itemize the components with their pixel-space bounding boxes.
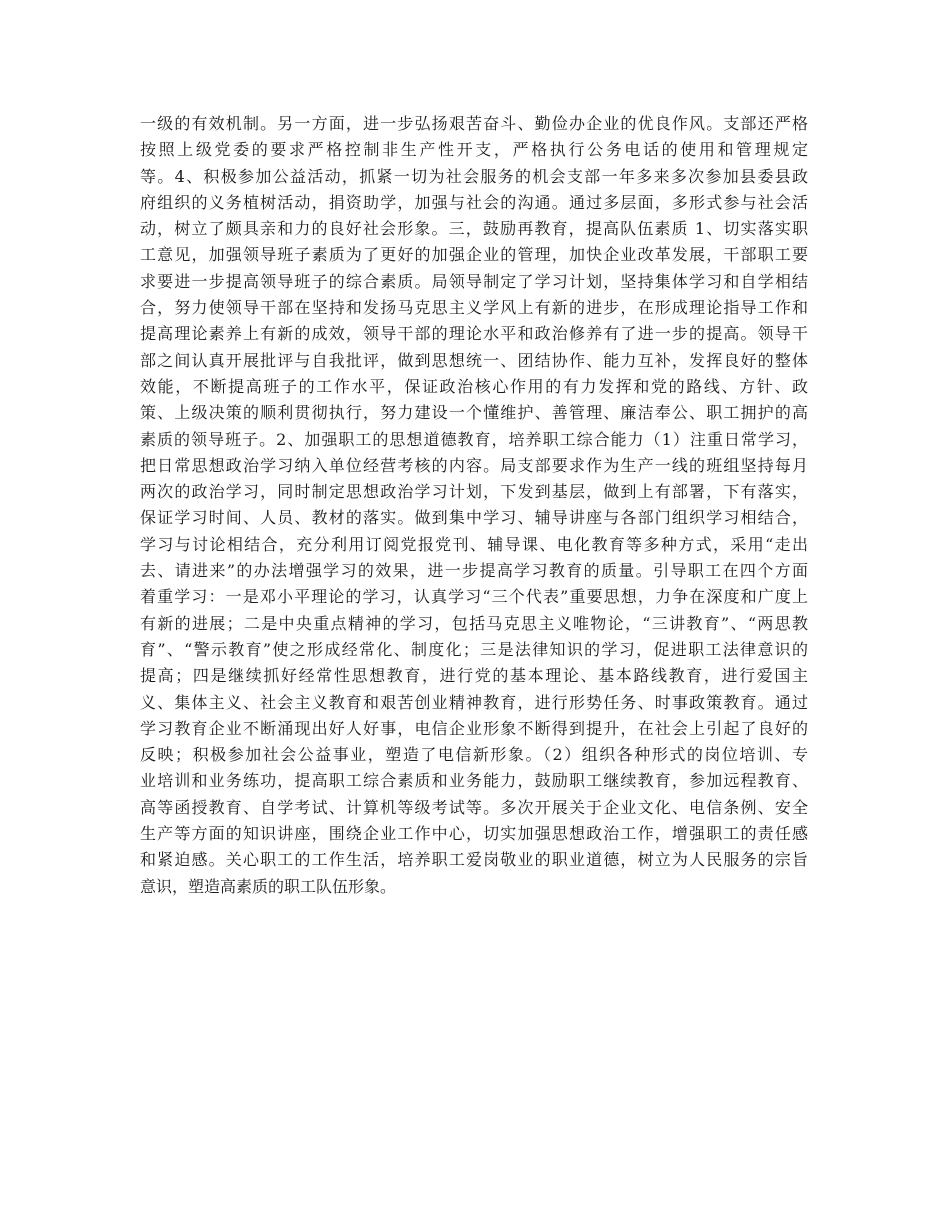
body-text: [140, 111, 808, 900]
text-line: 学习教育企业不断涌现出好人好事，电信企业形象不断得到提升，在社会上引起了良好的: [140, 718, 808, 738]
text-line: 学习与讨论相结合，充分利用订阅党报党刊、辅导课、电化教育等多种方式，采用“走出: [140, 534, 808, 554]
text-line: 按照上级党委的要求严格控制非生产性开支，严格执行公务电话的使用和管理规定: [140, 140, 808, 160]
text-line: 等。4、积极参加公益活动，抓紧一切为社会服务的机会支部一年多来多次参加县委县政: [140, 166, 808, 186]
text-line: 反映；积极参加社会公益事业，塑造了电信新形象。（2）组织各种形式的岗位培训、专: [140, 745, 808, 765]
text-line: 策、上级决策的顺利贯彻执行，努力建设一个懂维护、善管理、廉洁奉公、职工拥护的高: [140, 403, 808, 423]
text-line: 提高；四是继续抓好经常性思想教育，进行党的基本理论、基本路线教育，进行爱国主: [140, 666, 808, 686]
text-line: 高等函授教育、自学考试、计算机等级考试等。多次开展关于企业文化、电信条例、安全: [140, 797, 808, 817]
text-line: 一级的有效机制。另一方面，进一步弘扬艰苦奋斗、勤俭办企业的优良作风。支部还严格: [140, 114, 808, 133]
text-line: 生产等方面的知识讲座，围绕企业工作中心，切实加强思想政治工作，增强职工的责任感: [140, 824, 808, 844]
text-line: 合，努力使领导干部在坚持和发扬马克思主义学风上有新的进步，在形成理论指导工作和: [140, 298, 808, 318]
text-line: 部之间认真开展批评与自我批评，做到思想统一、团结协作、能力互补，发挥良好的整体: [140, 350, 808, 370]
text-line: 意识，塑造高素质的职工队伍形象。: [140, 876, 397, 896]
text-line: 两次的政治学习，同时制定思想政治学习计划，下发到基层，做到上有部署，下有落实，: [140, 482, 808, 502]
text-line: 把日常思想政治学习纳入单位经营考核的内容。局支部要求作为生产一线的班组坚持每月: [140, 455, 808, 475]
text-line: 素质的领导班子。2、加强职工的思想道德教育，培养职工综合能力（1）注重日常学习，: [140, 429, 808, 449]
text-line: 提高理论素养上有新的成效，领导干部的理论水平和政治修养有了进一步的提高。领导干: [140, 324, 808, 344]
text-line: 效能，不断提高班子的工作水平，保证政治核心作用的有力发挥和党的路线、方针、政: [140, 376, 808, 396]
text-line: 着重学习：一是邓小平理论的学习，认真学习“三个代表”重要思想，力争在深度和广度上: [140, 587, 808, 607]
text-line: 和紧迫感。关心职工的工作生活，培养职工爱岗敬业的职业道德，树立为人民服务的宗旨: [140, 850, 808, 870]
text-line: 有新的进展；二是中央重点精神的学习，包括马克思主义唯物论，“三讲教育”、“两思教: [140, 613, 808, 633]
text-line: 动，树立了颇具亲和力的良好社会形象。三，鼓励再教育，提高队伍素质 1、切实落实职: [140, 219, 808, 239]
text-line: 求要进一步提高领导班子的综合素质。局领导制定了学习计划，坚持集体学习和自学相结: [140, 271, 808, 291]
text-line: 业培训和业务练功，提高职工综合素质和业务能力，鼓励职工继续教育，参加远程教育、: [140, 771, 808, 791]
text-line: 义、集体主义、社会主义教育和艰苦创业精神教育，进行形势任务、时事政策教育。通过: [140, 692, 808, 712]
text-line: 保证学习时间、人员、教材的落实。做到集中学习、辅导讲座与各部门组织学习相结合，: [140, 508, 808, 528]
text-line: 育”、“警示教育”使之形成经常化、制度化；三是法律知识的学习，促进职工法律意识的: [140, 639, 808, 659]
text-line: 去、请进来”的办法增强学习的效果，进一步提高学习教育的质量。引导职工在四个方面: [140, 561, 808, 581]
text-line: 工意见，加强领导班子素质为了更好的加强企业的管理，加快企业改革发展，干部职工要: [140, 245, 808, 265]
text-line: 府组织的义务植树活动，捐资助学，加强与社会的沟通。通过多层面，多形式参与社会活: [140, 192, 808, 212]
